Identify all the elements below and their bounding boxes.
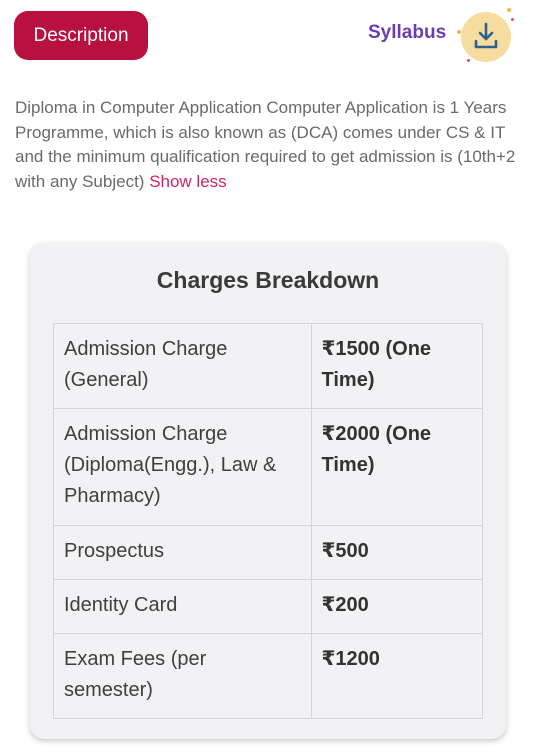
course-description bbox=[15, 96, 527, 195]
sparkle-dot-icon bbox=[507, 8, 511, 12]
table-row bbox=[54, 324, 483, 409]
charge-price: ₹2000 (One Time) bbox=[311, 409, 482, 526]
charge-name: Exam Fees (per semester) bbox=[54, 634, 312, 719]
charge-name: Identity Card bbox=[54, 580, 312, 634]
table-row bbox=[54, 409, 483, 526]
download-icon bbox=[461, 12, 511, 62]
charge-name: Admission Charge (Diploma(Engg.), Law & Pharmacy) bbox=[54, 409, 312, 526]
charges-card bbox=[30, 243, 506, 739]
charge-price: ₹200 bbox=[311, 580, 482, 634]
charge-name: Prospectus bbox=[54, 526, 312, 580]
sparkle-dot-icon bbox=[511, 18, 514, 21]
charge-price: ₹1200 bbox=[311, 634, 482, 719]
description-button[interactable]: Description bbox=[14, 11, 148, 60]
sparkle-dot-icon bbox=[467, 59, 470, 62]
syllabus-download-button[interactable] bbox=[455, 4, 517, 66]
show-less-link[interactable]: Show less bbox=[149, 172, 227, 192]
table-row bbox=[54, 526, 483, 580]
charge-price: ₹1500 (One Time) bbox=[311, 324, 482, 409]
syllabus-link[interactable]: Syllabus bbox=[368, 22, 447, 43]
table-row bbox=[54, 580, 483, 634]
charge-price: ₹500 bbox=[311, 526, 482, 580]
charges-title: Charges Breakdown bbox=[156, 267, 380, 293]
table-row bbox=[54, 634, 483, 719]
charges-table bbox=[53, 323, 483, 719]
charge-name: Admission Charge (General) bbox=[54, 324, 312, 409]
course-description-text: Diploma in Computer Application Computer Application is 1 Years Programme, which is also known as (DCA) comes under CS & IT and the minimum qualification required to get admission is (10th+2 with any Subject) bbox=[15, 98, 516, 192]
